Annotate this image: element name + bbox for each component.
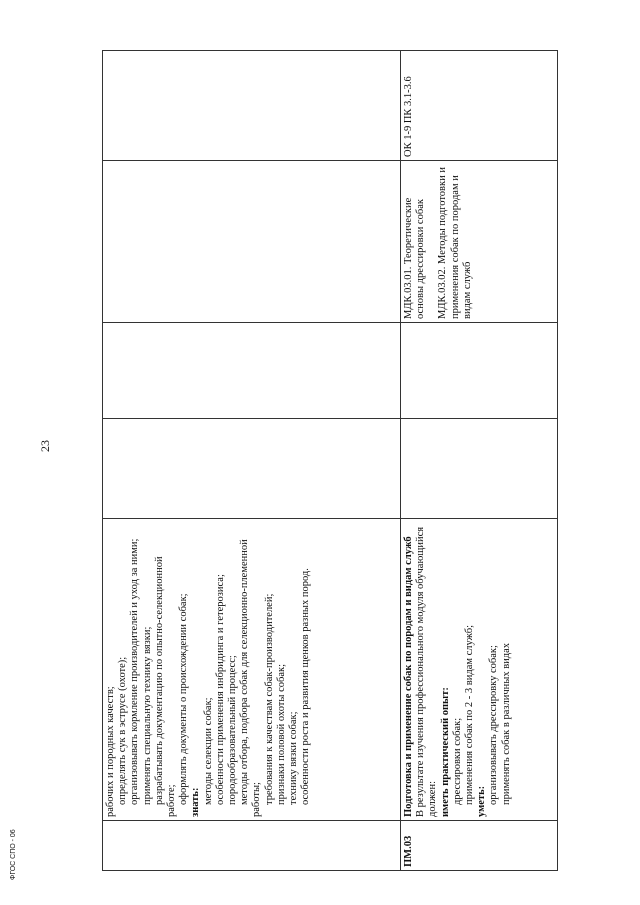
rotated-page bbox=[102, 51, 557, 871]
module-description-cell bbox=[401, 519, 558, 821]
empty-cell bbox=[103, 419, 401, 519]
code-cell bbox=[103, 821, 401, 871]
text-line: породообразовательный процесс; bbox=[227, 655, 239, 805]
empty-cell bbox=[401, 323, 558, 419]
text-line: разрабатывать документацию по опытно-селекционной работе; bbox=[153, 556, 178, 817]
section-heading: знать: bbox=[190, 787, 202, 817]
text-line: рабочих и породных качеств; bbox=[105, 686, 116, 817]
text-line: определять сук в эструсе (охоте); bbox=[117, 656, 129, 805]
text-line: применять специальную технику вязки; bbox=[141, 626, 153, 805]
module-code: ПМ.03 bbox=[401, 821, 558, 871]
text-line: оформлять документы о происхождении собак; bbox=[178, 593, 190, 805]
text-line: организовывать дрессировку собак; bbox=[488, 645, 500, 805]
module-title: Подготовка и применение собак по породам и видам служб bbox=[403, 536, 414, 817]
competences-cell: ОК 1-9 ПК 3.1-3.6 bbox=[401, 51, 558, 161]
table-row bbox=[103, 51, 401, 871]
table-row bbox=[401, 51, 558, 871]
text-line: применения собак по 2 - 3 видам служб; bbox=[464, 624, 476, 805]
text-line: методы отбора, подбора собак для селекционно-племенной работы; bbox=[239, 539, 263, 817]
page-number: 23 bbox=[38, 440, 52, 452]
text-line: В результате изучения профессионального модуля обучающийся должен: bbox=[415, 526, 439, 817]
text-line: особенности применения инбридинга и гетерозиса; bbox=[214, 574, 226, 805]
text-line: технику вязки собак; bbox=[288, 711, 300, 805]
mdk-item: МДК.03.01. Теоретические основы дрессировки собак bbox=[403, 197, 427, 319]
text-line: организовывать кормление производителей и уход за ними; bbox=[129, 538, 141, 805]
mdk-item: МДК.03.02. Методы подготовки и применения собак по породам и видам служб bbox=[437, 167, 473, 319]
text-line: применять собак в различных видах bbox=[500, 642, 512, 805]
section-heading: уметь: bbox=[476, 785, 488, 817]
text-line: методы селекции собак; bbox=[202, 697, 214, 805]
text-line: дрессировки собак; bbox=[451, 717, 463, 805]
text-line: требования к качествам собак-производителей; bbox=[263, 593, 275, 805]
footer-text: ФГОС СПО - 06 bbox=[10, 829, 17, 880]
empty-cell bbox=[103, 51, 401, 161]
text-line: признаки половой охоты собак; bbox=[275, 663, 287, 805]
empty-cell bbox=[103, 161, 401, 323]
empty-cell bbox=[103, 323, 401, 419]
empty-cell bbox=[401, 419, 558, 519]
section-heading: иметь практический опыт: bbox=[439, 687, 451, 817]
requirements-cell bbox=[103, 519, 401, 821]
text-line: особенности роста и развития щенков разных пород. bbox=[300, 568, 312, 805]
curriculum-table bbox=[102, 50, 558, 871]
mdk-cell bbox=[401, 161, 558, 323]
